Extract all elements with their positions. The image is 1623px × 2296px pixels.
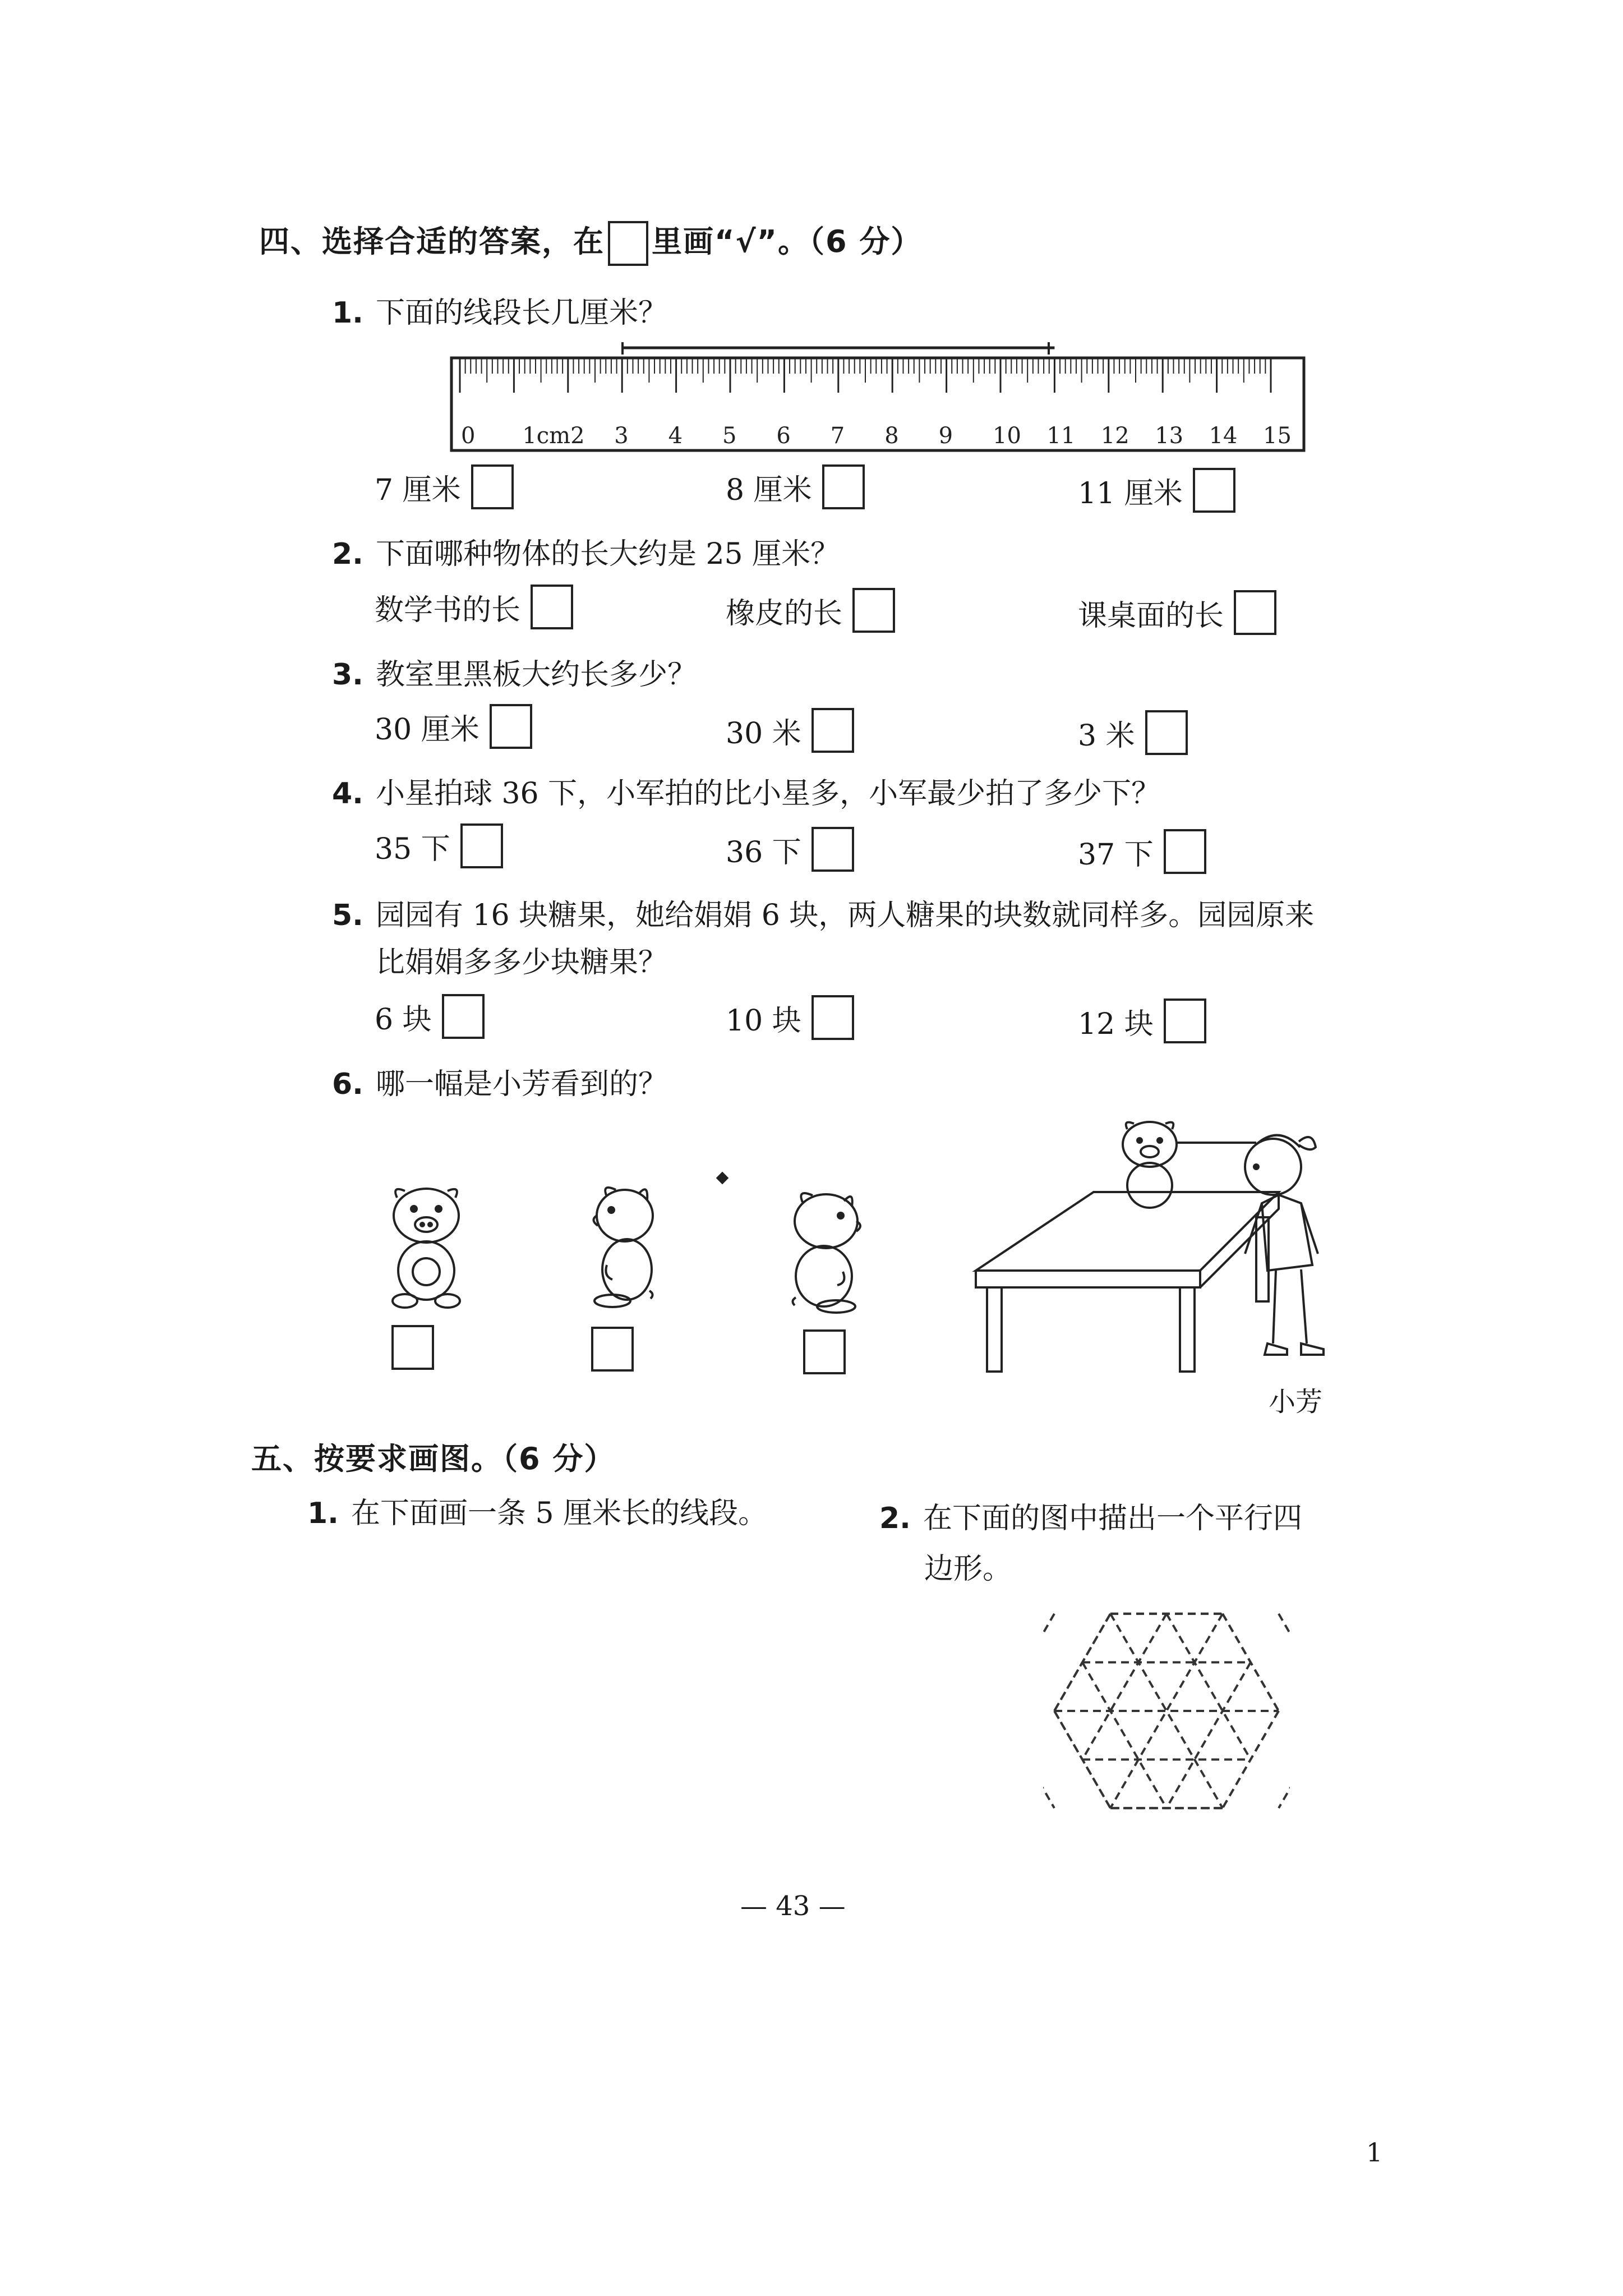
question-2 — [332, 530, 840, 572]
q5-option-c-checkbox[interactable] — [1164, 999, 1206, 1043]
decorative-dot — [716, 1172, 729, 1185]
section-5-question-2-text-line2: 边形。 — [924, 1552, 1012, 1586]
grid-line — [1082, 1662, 1166, 1808]
q2-option-a-label: 数学书的长 — [375, 593, 521, 627]
q4-option-b-label: 36 下 — [726, 835, 801, 869]
q6-option-a-checkbox[interactable] — [391, 1325, 434, 1370]
q1-option-c — [1078, 468, 1235, 513]
ruler-label: 6 — [776, 423, 791, 449]
q4-option-a — [375, 823, 503, 868]
question-5-text-line2: 比娟娟多多少块糖果？ — [376, 946, 668, 979]
ruler-label: 4 — [668, 423, 683, 449]
question-1-number: 1. — [332, 296, 363, 330]
q3-option-c — [1078, 710, 1188, 755]
pig-right-side-view-illustration — [782, 1186, 872, 1321]
q2-option-b — [726, 588, 895, 633]
section-5-question-2-text-line1: 在下面的图中描出一个平行四 — [923, 1502, 1302, 1535]
q2-option-b-label: 橡皮的长 — [726, 596, 843, 631]
grid-line — [1082, 1614, 1166, 1760]
q4-option-a-checkbox[interactable] — [460, 823, 503, 868]
q2-option-c-label: 课桌面的长 — [1078, 599, 1224, 633]
ruler-label: 10 — [993, 423, 1021, 449]
q1-option-a — [375, 464, 514, 509]
question-1-text: 下面的线段长几厘米？ — [375, 296, 667, 330]
q3-option-b-checkbox[interactable] — [811, 708, 854, 753]
ruler-label: 7 — [830, 423, 845, 449]
q4-option-b-checkbox[interactable] — [811, 827, 854, 872]
question-5 — [332, 892, 1314, 986]
grid-line — [1279, 1760, 1290, 1809]
q6-option-b-checkbox[interactable] — [591, 1327, 634, 1372]
section-5-question-2 — [879, 1493, 1302, 1594]
q5-option-a-label: 6 块 — [375, 1002, 432, 1037]
question-3-text: 教室里黑板大约长多少？ — [375, 658, 697, 692]
question-6-text: 哪一幅是小芳看到的？ — [375, 1068, 667, 1101]
q5-option-b — [726, 995, 854, 1040]
q1-option-c-label: 11 厘米 — [1078, 476, 1183, 510]
page-number: — 43 — — [740, 1890, 846, 1922]
grid-line — [1279, 1614, 1290, 1663]
grid-line — [1166, 1614, 1251, 1760]
question-4-number: 4. — [332, 777, 363, 811]
q1-option-b-label: 8 厘米 — [726, 473, 812, 507]
ruler — [443, 337, 1312, 460]
pig-front-view-illustration — [381, 1181, 471, 1315]
q4-option-c — [1078, 829, 1206, 874]
q5-option-c-label: 12 块 — [1078, 1007, 1154, 1041]
question-2-text: 下面哪种物体的长大约是 25 厘米？ — [375, 537, 840, 571]
q2-option-a — [375, 585, 573, 629]
section-5-question-1-number: 1. — [307, 1497, 339, 1530]
section-5-question-1-text: 在下面画一条 5 厘米长的线段。 — [351, 1497, 768, 1530]
ruler-label: 0 — [461, 423, 476, 449]
q4-option-c-label: 37 下 — [1078, 838, 1154, 872]
q5-option-a-checkbox[interactable] — [442, 994, 485, 1039]
q3-option-b — [726, 708, 854, 753]
q5-option-b-label: 10 块 — [726, 1004, 801, 1038]
ruler-label: 14 — [1209, 423, 1238, 449]
ruler-label: 15 — [1263, 423, 1292, 449]
q5-option-b-checkbox[interactable] — [811, 995, 854, 1040]
ruler-label: 3 — [614, 423, 629, 449]
sheet-number: 1 — [1366, 2137, 1383, 2168]
section-5-question-2-number: 2. — [879, 1502, 911, 1535]
girl-name-label: 小芳 — [1269, 1386, 1323, 1418]
ruler-label: 9 — [938, 423, 953, 449]
grid-line — [1043, 1760, 1054, 1809]
section-5-title: 五、按要求画图。（6 分） — [251, 1441, 616, 1476]
q3-option-a-checkbox[interactable] — [490, 704, 532, 749]
q1-option-a-label: 7 厘米 — [375, 473, 461, 507]
q1-option-a-checkbox[interactable] — [471, 464, 514, 509]
q2-option-b-checkbox[interactable] — [852, 588, 895, 633]
question-6-number: 6. — [332, 1068, 363, 1101]
question-3 — [332, 651, 697, 693]
q5-option-a — [375, 994, 485, 1039]
question-1 — [332, 289, 667, 331]
q1-option-b — [726, 464, 865, 509]
q5-option-c — [1078, 999, 1206, 1043]
question-3-number: 3. — [332, 658, 363, 692]
q2-option-a-checkbox[interactable] — [531, 585, 573, 629]
section-5-question-1 — [307, 1489, 767, 1531]
ruler-label: 12 — [1100, 423, 1129, 449]
ruler-label: 11 — [1046, 423, 1076, 449]
section-4-title-pre: 四、选择合适的答案，在 — [259, 224, 605, 259]
ruler-label: 8 — [884, 423, 899, 449]
q2-option-c-checkbox[interactable] — [1234, 590, 1276, 635]
q3-option-b-label: 30 米 — [726, 716, 801, 751]
q1-option-b-checkbox[interactable] — [822, 464, 865, 509]
pig-left-side-view-illustration — [579, 1181, 663, 1315]
question-6 — [332, 1060, 667, 1102]
q6-option-c-checkbox[interactable] — [803, 1329, 846, 1374]
section-4-title — [259, 218, 922, 266]
question-4-text: 小星拍球 36 下，小军拍的比小星多，小军最少拍了多少下？ — [375, 777, 1161, 811]
q1-option-c-checkbox[interactable] — [1193, 468, 1235, 513]
question-2-number: 2. — [332, 537, 363, 571]
q2-option-c — [1078, 590, 1276, 635]
q4-option-c-checkbox[interactable] — [1164, 829, 1206, 874]
q3-option-c-checkbox[interactable] — [1145, 710, 1188, 755]
section-4-title-post: 里画“√”。（6 分） — [652, 224, 923, 259]
question-4 — [332, 770, 1160, 812]
question-5-number: 5. — [332, 899, 363, 932]
grid-line — [1166, 1662, 1251, 1808]
q3-option-c-label: 3 米 — [1078, 719, 1135, 753]
question-5-text-line1: 园园有 16 块糖果，她给娟娟 6 块，两人糖果的块数就同样多。园园原来 — [375, 899, 1315, 932]
q3-option-a-label: 30 厘米 — [375, 712, 479, 747]
ruler-label: 1cm2 — [522, 423, 585, 449]
ruler-label: 5 — [722, 423, 737, 449]
table-scene-illustration — [965, 1119, 1357, 1377]
q4-option-b — [726, 827, 854, 872]
title-example-box — [608, 221, 648, 266]
q3-option-a — [375, 704, 532, 749]
ruler-label: 13 — [1155, 423, 1184, 449]
q4-option-a-label: 35 下 — [375, 832, 450, 866]
triangle-grid-hexagon — [1043, 1588, 1290, 1834]
grid-line — [1043, 1614, 1054, 1663]
